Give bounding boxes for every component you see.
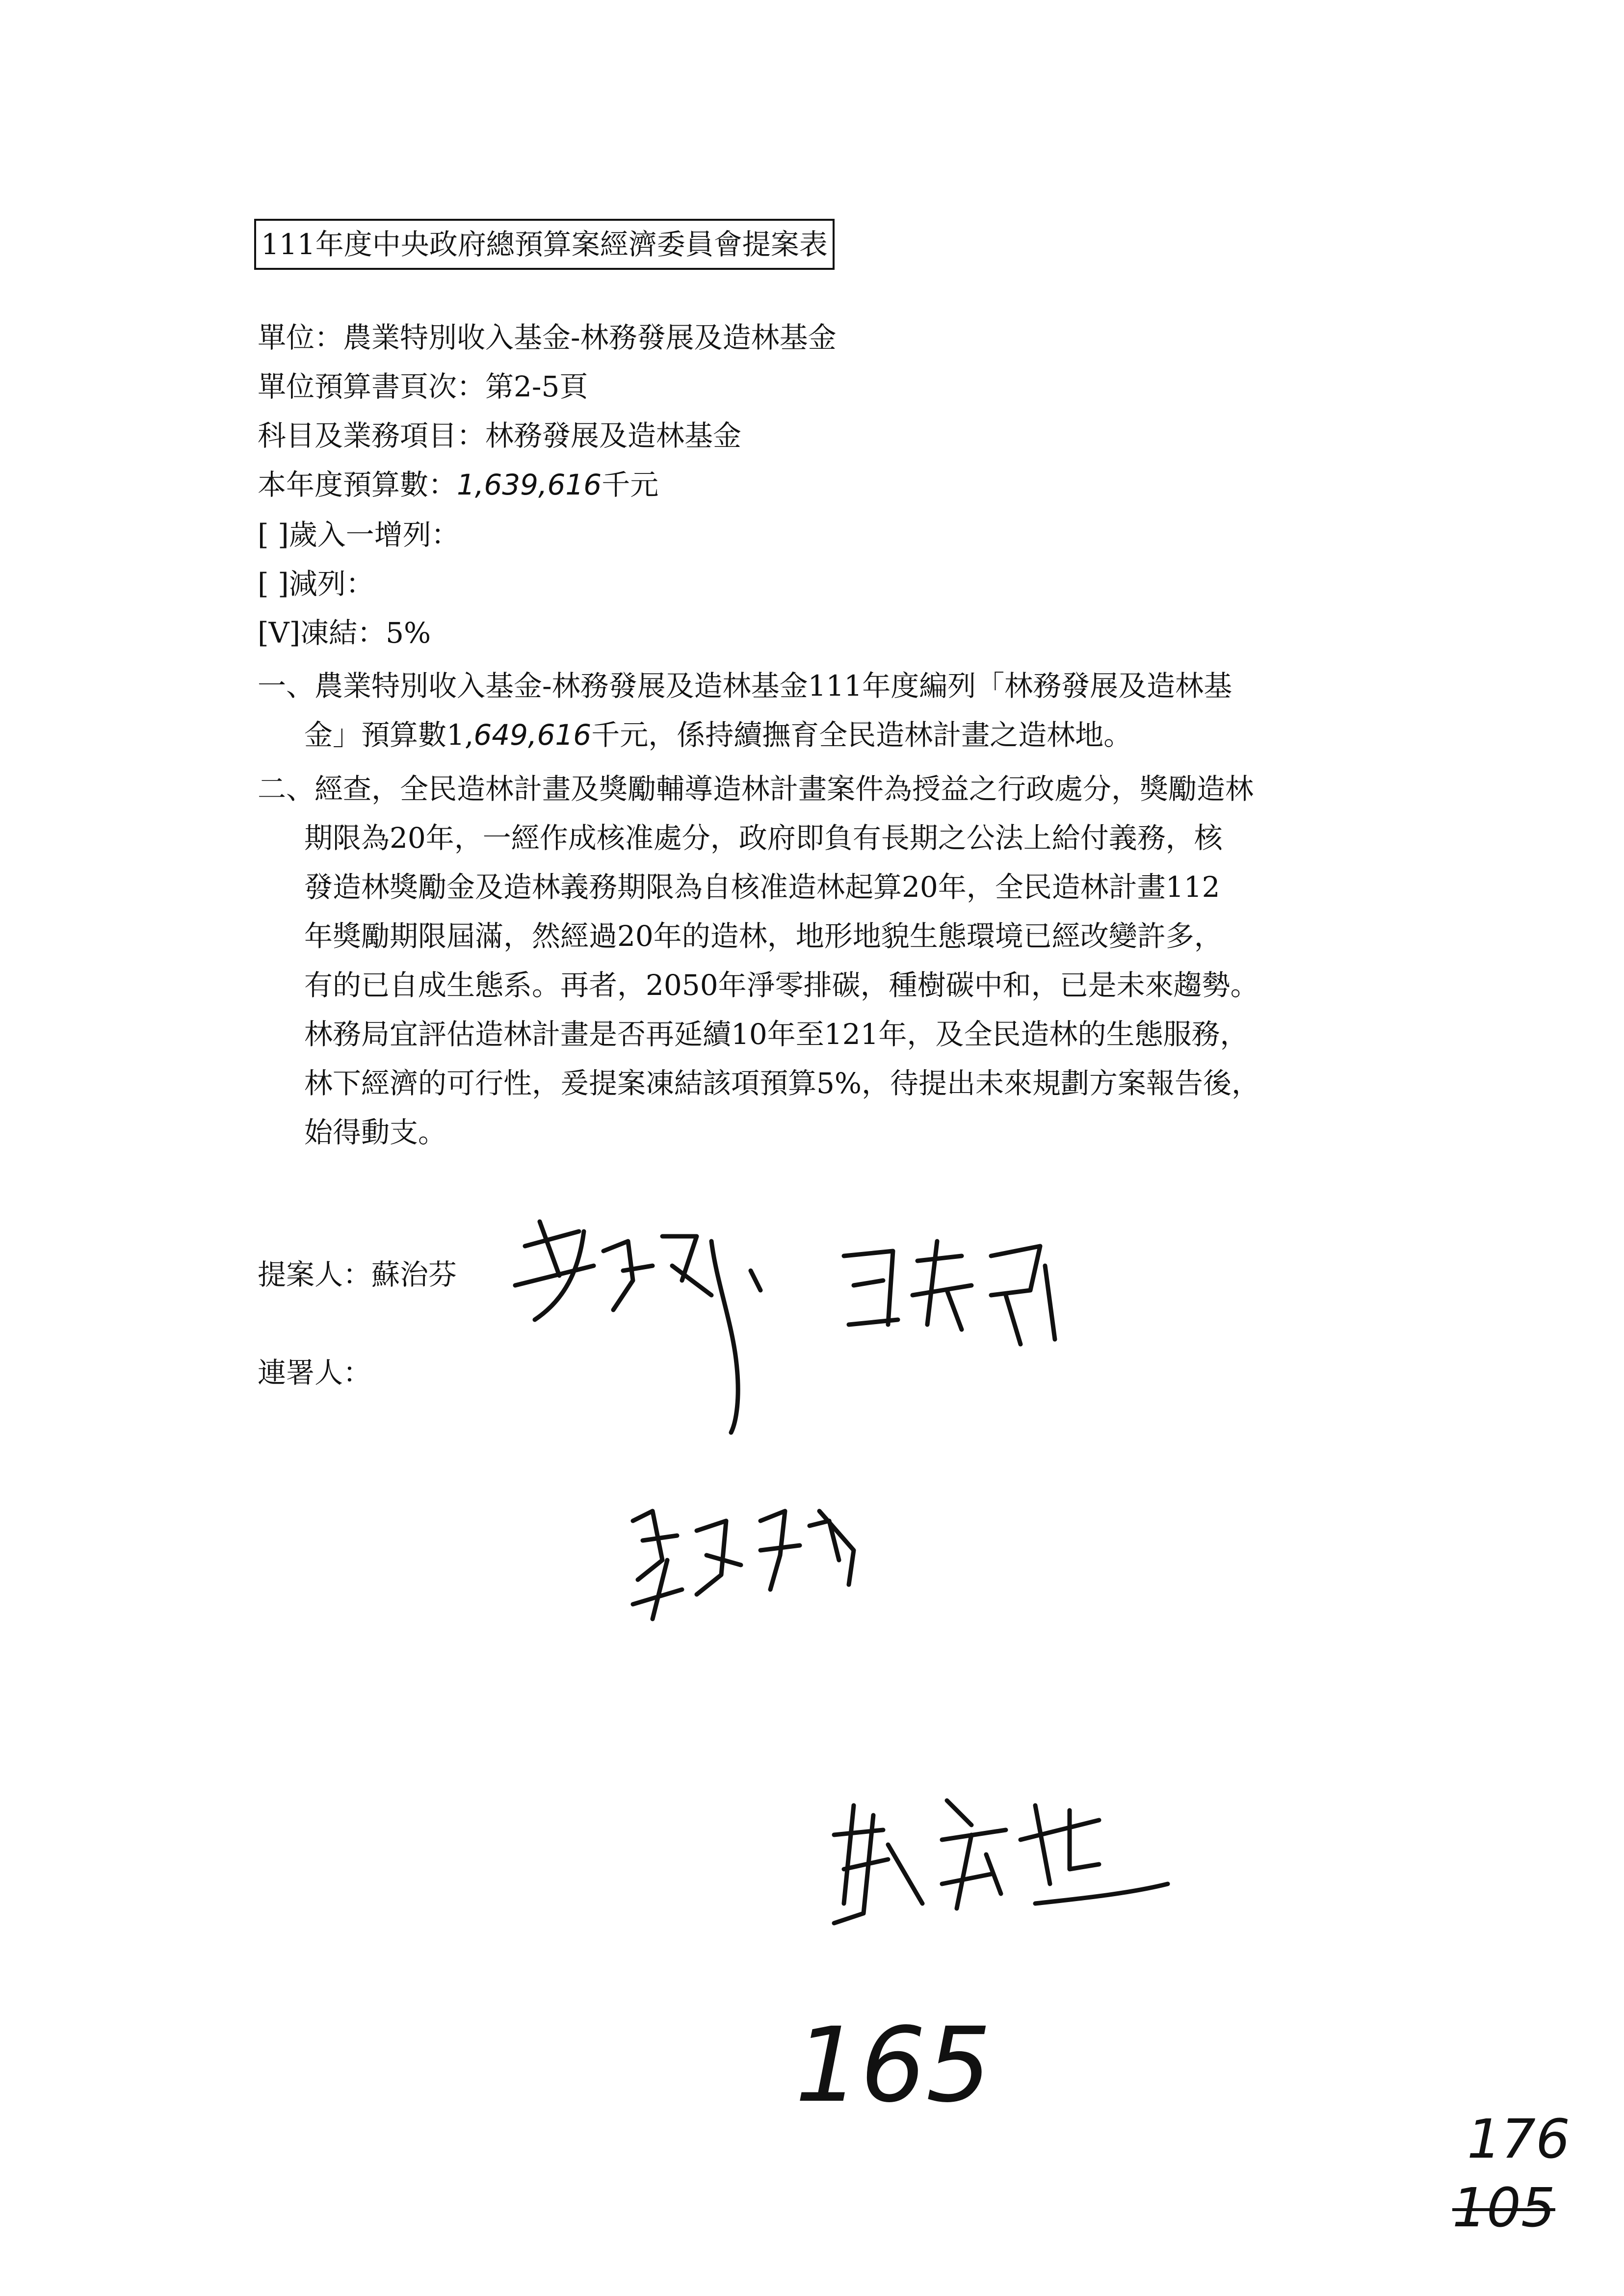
subject-line: 科目及業務項目：林務發展及造林基金 [258, 419, 742, 452]
option-freeze: [V]凍結：5% [258, 616, 431, 650]
option-increase: [ ]歲入一增列： [258, 518, 460, 551]
paragraph-2-line: 發造林獎勵金及造林義務期限為自核准造林起算20年，全民造林計畫112 [304, 870, 1220, 904]
crossed-out-page-number: 105 [1452, 2176, 1555, 2239]
paragraph-2-line: 有的已自成生態系。再者，2050年淨零排碳，種樹碳中和，已是未來趨勢。 [304, 968, 1259, 1002]
paragraph-2-line: 年獎勵期限屆滿，然經過20年的造林，地形地貌生態環境已經改變許多， [304, 919, 1223, 953]
paragraph-1-line-1: 一、農業特別收入基金-林務發展及造林基金111年度編列「林務發展及造林基 [258, 669, 1232, 703]
unit-line: 單位：農業特別收入基金-林務發展及造林基金 [258, 321, 837, 354]
paragraph-1-handwritten-amount: 649,616 [473, 718, 592, 752]
handwritten-signature-4 [824, 1786, 1178, 1943]
budget-amount-value: 1,639,616 [457, 468, 602, 501]
corner-page-number: 176 [1467, 2108, 1570, 2170]
paragraph-1-line-2 [304, 711, 1132, 758]
paragraph-2-line: 始得動支。 [304, 1116, 447, 1149]
paragraph-1-text-a: 金」預算數1, [304, 718, 474, 752]
proposer-line [258, 1251, 457, 1298]
paragraph-2-line: 林務局宜評估造林計畫是否再延續10年至121年，及全民造林的生態服務， [304, 1018, 1249, 1051]
handwritten-signature-3 [623, 1491, 878, 1634]
budget-page-line: 單位預算書頁次：第2-5頁 [258, 370, 588, 403]
proposer-name: 蘇治芬 [371, 1258, 457, 1291]
paragraph-2-line: 二、經查，全民造林計畫及獎勵輔導造林計畫案件為授益之行政處分，獎勵造林 [258, 772, 1254, 806]
budget-amount-unit: 千元 [602, 468, 659, 501]
paragraph-2-line: 期限為20年，一經作成核准處分，政府即負有長期之公法上給付義務，核 [304, 821, 1223, 855]
handwritten-signature-1 [505, 1212, 800, 1457]
paragraph-2-line: 林下經濟的可行性，爰提案凍結該項預算5%，待提出未來規劃方案報告後， [304, 1067, 1260, 1100]
option-decrease: [ ]減列： [258, 567, 374, 600]
paragraph-1-text-b: 千元，係持續撫育全民造林計畫之造林地。 [591, 718, 1132, 752]
budget-amount-line [258, 461, 658, 508]
proposer-label: 提案人： [258, 1258, 372, 1291]
handwritten-signature-2 [834, 1226, 1089, 1354]
budget-amount-label: 本年度預算數： [258, 468, 457, 501]
cosigner-label: 連署人： [258, 1356, 372, 1389]
form-title: 111年度中央政府總預算案經濟委員會提案表 [254, 219, 835, 270]
main-page-number: 165 [795, 2005, 992, 2125]
